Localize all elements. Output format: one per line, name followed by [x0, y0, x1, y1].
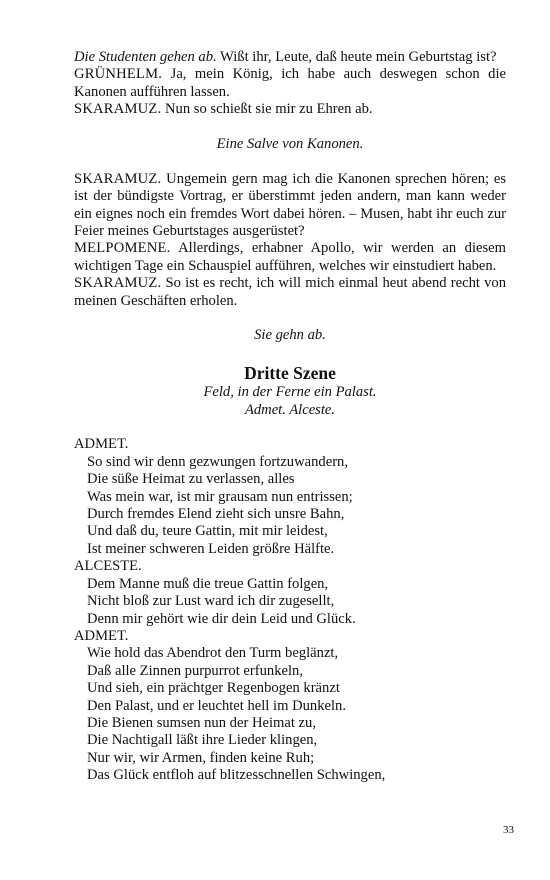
- dialogue-paragraph: [74, 49, 506, 66]
- spacer: [74, 153, 506, 170]
- verse-line: Die Nachtigall läßt ihre Lieder klingen,: [87, 732, 318, 749]
- spacer: [74, 419, 506, 436]
- verse-line: Die Bienen sumsen nun der Heimat zu,: [87, 714, 316, 731]
- spacer: [74, 345, 506, 362]
- verse-line: Daß alle Zinnen purpurrot erfunkeln,: [87, 662, 303, 679]
- spacer: [74, 310, 506, 327]
- verse-line: Nicht bloß zur Lust ward ich dir zugesellt,: [87, 593, 335, 610]
- page-number: 33: [503, 824, 514, 836]
- verse-line: Den Palast, und er leuchtet hell im Dunkeln.: [87, 697, 346, 714]
- scene-setting: Feld, in der Ferne ein Palast.: [203, 384, 377, 401]
- verse-line: Dem Manne muß die treue Gattin folgen,: [87, 575, 329, 592]
- verse-line: Nur wir, wir Armen, finden keine Ruh;: [87, 749, 315, 766]
- verse-line: Wie hold das Abendrot den Turm beglänzt,: [87, 645, 339, 662]
- dialogue-text: Ungemein gern mag ich die Kanonen sprechen hören; es ist der bündigste Vortrag, er überstimmt jeden andern, man kann weder ein eignes noch ein fremdes Wort dabei hören. – Musen, habt ihr euch zur Feier meines Geburtstages ausgerüstet?: [74, 170, 506, 240]
- dialogue-paragraph: [74, 171, 506, 241]
- dialogue-paragraph: [74, 275, 506, 310]
- dialogue-text: Nun so schießt sie mir zu Ehren ab.: [161, 101, 373, 118]
- dialogue-text: Ja, mein König, ich habe auch deswegen schon die Kanonen aufführen lassen.: [74, 66, 506, 100]
- speaker-name: ALCESTE.: [74, 558, 142, 575]
- dialogue-text: Allerdings, erhabner Apollo, wir werden an diesem wichtigen Tage ein Schauspiel aufführen, welches wir einstudiert haben.: [74, 240, 506, 274]
- stage-direction: Eine Salve von Kanonen.: [216, 136, 364, 153]
- verse-line: So sind wir denn gezwungen fortzuwandern,: [87, 453, 348, 470]
- dialogue-paragraph: [74, 66, 506, 101]
- verse-line: Die süße Heimat zu verlassen, alles: [87, 471, 295, 488]
- verse-line: Was mein war, ist mir grausam nun entrissen;: [87, 488, 353, 505]
- dialogue-text: Wißt ihr, Leute, daß heute mein Geburtstag ist?: [216, 49, 497, 65]
- dialogue-paragraph: [74, 101, 506, 118]
- speaker-name: ADMET.: [74, 627, 129, 644]
- speaker-name: GRÜNHELM.: [74, 66, 163, 83]
- spacer: [74, 119, 506, 136]
- stage-direction-inline: Die Studenten gehen ab.: [74, 49, 217, 65]
- scene-heading: Dritte Szene: [244, 363, 336, 384]
- scene-characters: Admet. Alceste.: [244, 401, 336, 418]
- speaker-name: SKARAMUZ.: [74, 101, 162, 118]
- verse-line: Durch fremdes Elend zieht sich unsre Bahn,: [87, 506, 345, 523]
- dialogue-text: So ist es recht, ich will mich einmal heut abend recht von meinen Geschäften erholen.: [74, 275, 506, 309]
- verse-line: Und daß du, teure Gattin, mit mir leidest,: [87, 523, 328, 540]
- verse-line: Denn mir gehört wie dir dein Leid und Glück.: [87, 610, 356, 627]
- speaker-name: MELPOMENE.: [74, 240, 171, 257]
- verse-line: Ist meiner schweren Leiden größre Hälfte.: [87, 540, 335, 557]
- speaker-name: SKARAMUZ.: [74, 170, 162, 187]
- speaker-name: SKARAMUZ.: [74, 275, 162, 292]
- speaker-name: ADMET.: [74, 436, 129, 453]
- verse-line: Das Glück entfloh auf blitzesschnellen Schwingen,: [87, 767, 386, 784]
- page-body: [74, 49, 506, 785]
- verse-line: Und sieh, ein prächtger Regenbogen kränzt: [87, 680, 340, 697]
- dialogue-paragraph: [74, 240, 506, 275]
- stage-direction: Sie gehn ab.: [254, 327, 326, 344]
